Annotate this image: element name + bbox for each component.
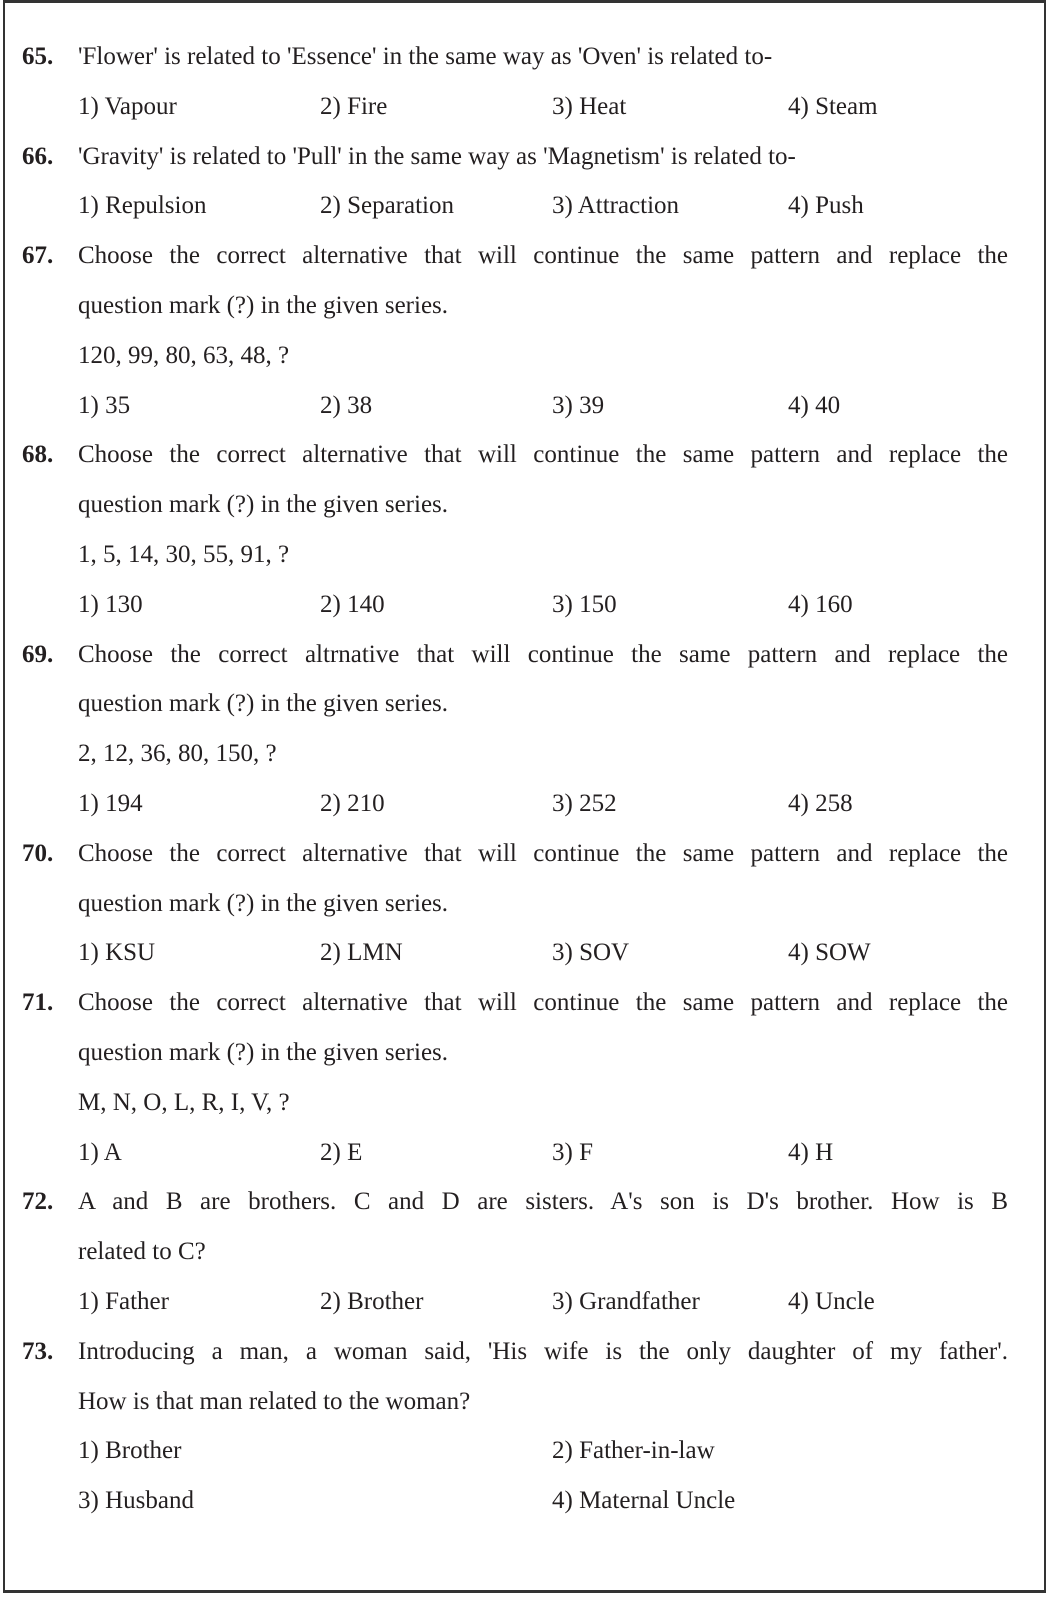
- question-number: 65.: [22, 43, 54, 70]
- options-row: [0, 1426, 1052, 1476]
- question-text: question mark (?) in the given series.: [78, 889, 449, 917]
- option[interactable]: 1) Brother: [78, 1437, 182, 1465]
- option[interactable]: 2) LMN: [320, 939, 403, 967]
- question-block: [0, 1177, 1052, 1326]
- question-number: 66.: [22, 142, 54, 170]
- option[interactable]: 3) Husband: [78, 1487, 194, 1515]
- question-block: [0, 132, 1052, 232]
- question-line: [0, 879, 1052, 929]
- question-block: [0, 1327, 1052, 1526]
- options-row: [0, 381, 1052, 431]
- option[interactable]: 4) 258: [788, 789, 853, 817]
- option[interactable]: 3) F: [552, 1138, 593, 1166]
- option[interactable]: 1) 35: [78, 391, 131, 419]
- option[interactable]: 3) Heat: [552, 92, 627, 120]
- question-line: [0, 331, 1052, 381]
- options-row: [0, 181, 1052, 231]
- question-text: 'Gravity' is related to 'Pull' in the same way as 'Magnetism' is related to-: [78, 142, 796, 170]
- question-line: [0, 1327, 1052, 1377]
- option[interactable]: 1) Repulsion: [78, 192, 207, 220]
- option[interactable]: 1) 194: [78, 789, 143, 817]
- question-text: Choose the correct alternative that will continue the same pattern and replace the: [78, 989, 1008, 1017]
- question-text: Introducing a man, a woman said, 'His wife is the only daughter of my father'.: [78, 1337, 1008, 1365]
- option[interactable]: 3) Grandfather: [552, 1287, 700, 1315]
- options-row: [0, 1277, 1052, 1327]
- options-row: [0, 82, 1052, 132]
- question-text: related to C?: [78, 1238, 206, 1266]
- option[interactable]: 3) 39: [552, 391, 605, 419]
- question-number: 72.: [22, 1188, 54, 1216]
- question-line: [0, 1377, 1052, 1427]
- question-text: Choose the correct alternative that will continue the same pattern and replace the: [78, 242, 1008, 270]
- question-line: [0, 1227, 1052, 1277]
- option[interactable]: 3) 150: [552, 590, 617, 618]
- option[interactable]: 4) Push: [788, 192, 864, 220]
- question-line: [0, 630, 1052, 680]
- question-text: How is that man related to the woman?: [78, 1387, 471, 1415]
- question-text: M, N, O, L, R, I, V, ?: [78, 1088, 290, 1116]
- question-text: Choose the correct alternative that will continue the same pattern and replace the: [78, 839, 1008, 867]
- options-row: [0, 1476, 1052, 1526]
- question-block: [0, 978, 1052, 1177]
- options-row: [0, 779, 1052, 829]
- option[interactable]: 1) Father: [78, 1287, 169, 1315]
- option[interactable]: 1) A: [78, 1138, 122, 1166]
- question-number: 71.: [22, 989, 54, 1017]
- question-line: [0, 978, 1052, 1028]
- question-line: [0, 430, 1052, 480]
- question-line: [0, 132, 1052, 182]
- option[interactable]: 2) 140: [320, 590, 385, 618]
- question-line: [0, 1177, 1052, 1227]
- question-block: [0, 630, 1052, 829]
- question-list: [0, 32, 1052, 1526]
- question-block: [0, 430, 1052, 629]
- question-block: [0, 829, 1052, 978]
- question-number: 68.: [22, 441, 54, 469]
- option[interactable]: 2) 38: [320, 391, 373, 419]
- question-block: [0, 32, 1052, 132]
- option[interactable]: 3) Attraction: [552, 192, 680, 220]
- question-text: question mark (?) in the given series.: [78, 491, 449, 519]
- option[interactable]: 4) Steam: [788, 92, 878, 120]
- question-line: [0, 231, 1052, 281]
- option[interactable]: 4) 160: [788, 590, 853, 618]
- option[interactable]: 4) SOW: [788, 939, 871, 967]
- question-text: question mark (?) in the given series.: [78, 690, 449, 718]
- option[interactable]: 2) Fire: [320, 92, 388, 120]
- question-line: [0, 281, 1052, 331]
- option[interactable]: 3) 252: [552, 789, 617, 817]
- question-text: Choose the correct altrnative that will continue the same pattern and replace the: [78, 640, 1008, 668]
- question-line: [0, 679, 1052, 729]
- option[interactable]: 2) 210: [320, 789, 385, 817]
- option[interactable]: 1) KSU: [78, 939, 156, 967]
- question-text: question mark (?) in the given series.: [78, 1038, 449, 1066]
- option[interactable]: 1) 130: [78, 590, 143, 618]
- option[interactable]: 3) SOV: [552, 939, 630, 967]
- question-line: [0, 480, 1052, 530]
- question-text: 120, 99, 80, 63, 48, ?: [78, 341, 290, 369]
- option[interactable]: 4) H: [788, 1138, 834, 1166]
- question-number: 67.: [22, 242, 54, 270]
- question-number: 70.: [22, 839, 54, 867]
- question-number: 73.: [22, 1337, 54, 1365]
- option[interactable]: 4) 40: [788, 391, 841, 419]
- option[interactable]: 2) E: [320, 1138, 363, 1166]
- question-text: 1, 5, 14, 30, 55, 91, ?: [78, 540, 290, 568]
- options-row: [0, 580, 1052, 630]
- option[interactable]: 4) Maternal Uncle: [552, 1487, 736, 1515]
- option[interactable]: 1) Vapour: [78, 92, 177, 120]
- question-text: 2, 12, 36, 80, 150, ?: [78, 740, 277, 768]
- question-text: 'Flower' is related to 'Essence' in the same way as 'Oven' is related to-: [78, 43, 773, 70]
- question-line: [0, 32, 1052, 82]
- question-line: [0, 829, 1052, 879]
- question-line: [0, 1028, 1052, 1078]
- option[interactable]: 2) Father-in-law: [552, 1437, 715, 1465]
- question-block: [0, 231, 1052, 430]
- option[interactable]: 2) Brother: [320, 1287, 424, 1315]
- question-line: [0, 530, 1052, 580]
- question-line: [0, 729, 1052, 779]
- question-text: A and B are brothers. C and D are sisters. A's son is D's brother. How is B: [78, 1188, 1008, 1216]
- options-row: [0, 1128, 1052, 1178]
- question-text: question mark (?) in the given series.: [78, 291, 449, 319]
- question-text: Choose the correct alternative that will continue the same pattern and replace the: [78, 441, 1008, 469]
- question-line: [0, 1078, 1052, 1128]
- option[interactable]: 2) Separation: [320, 192, 454, 220]
- option[interactable]: 4) Uncle: [788, 1287, 875, 1315]
- options-row: [0, 928, 1052, 978]
- question-number: 69.: [22, 640, 54, 668]
